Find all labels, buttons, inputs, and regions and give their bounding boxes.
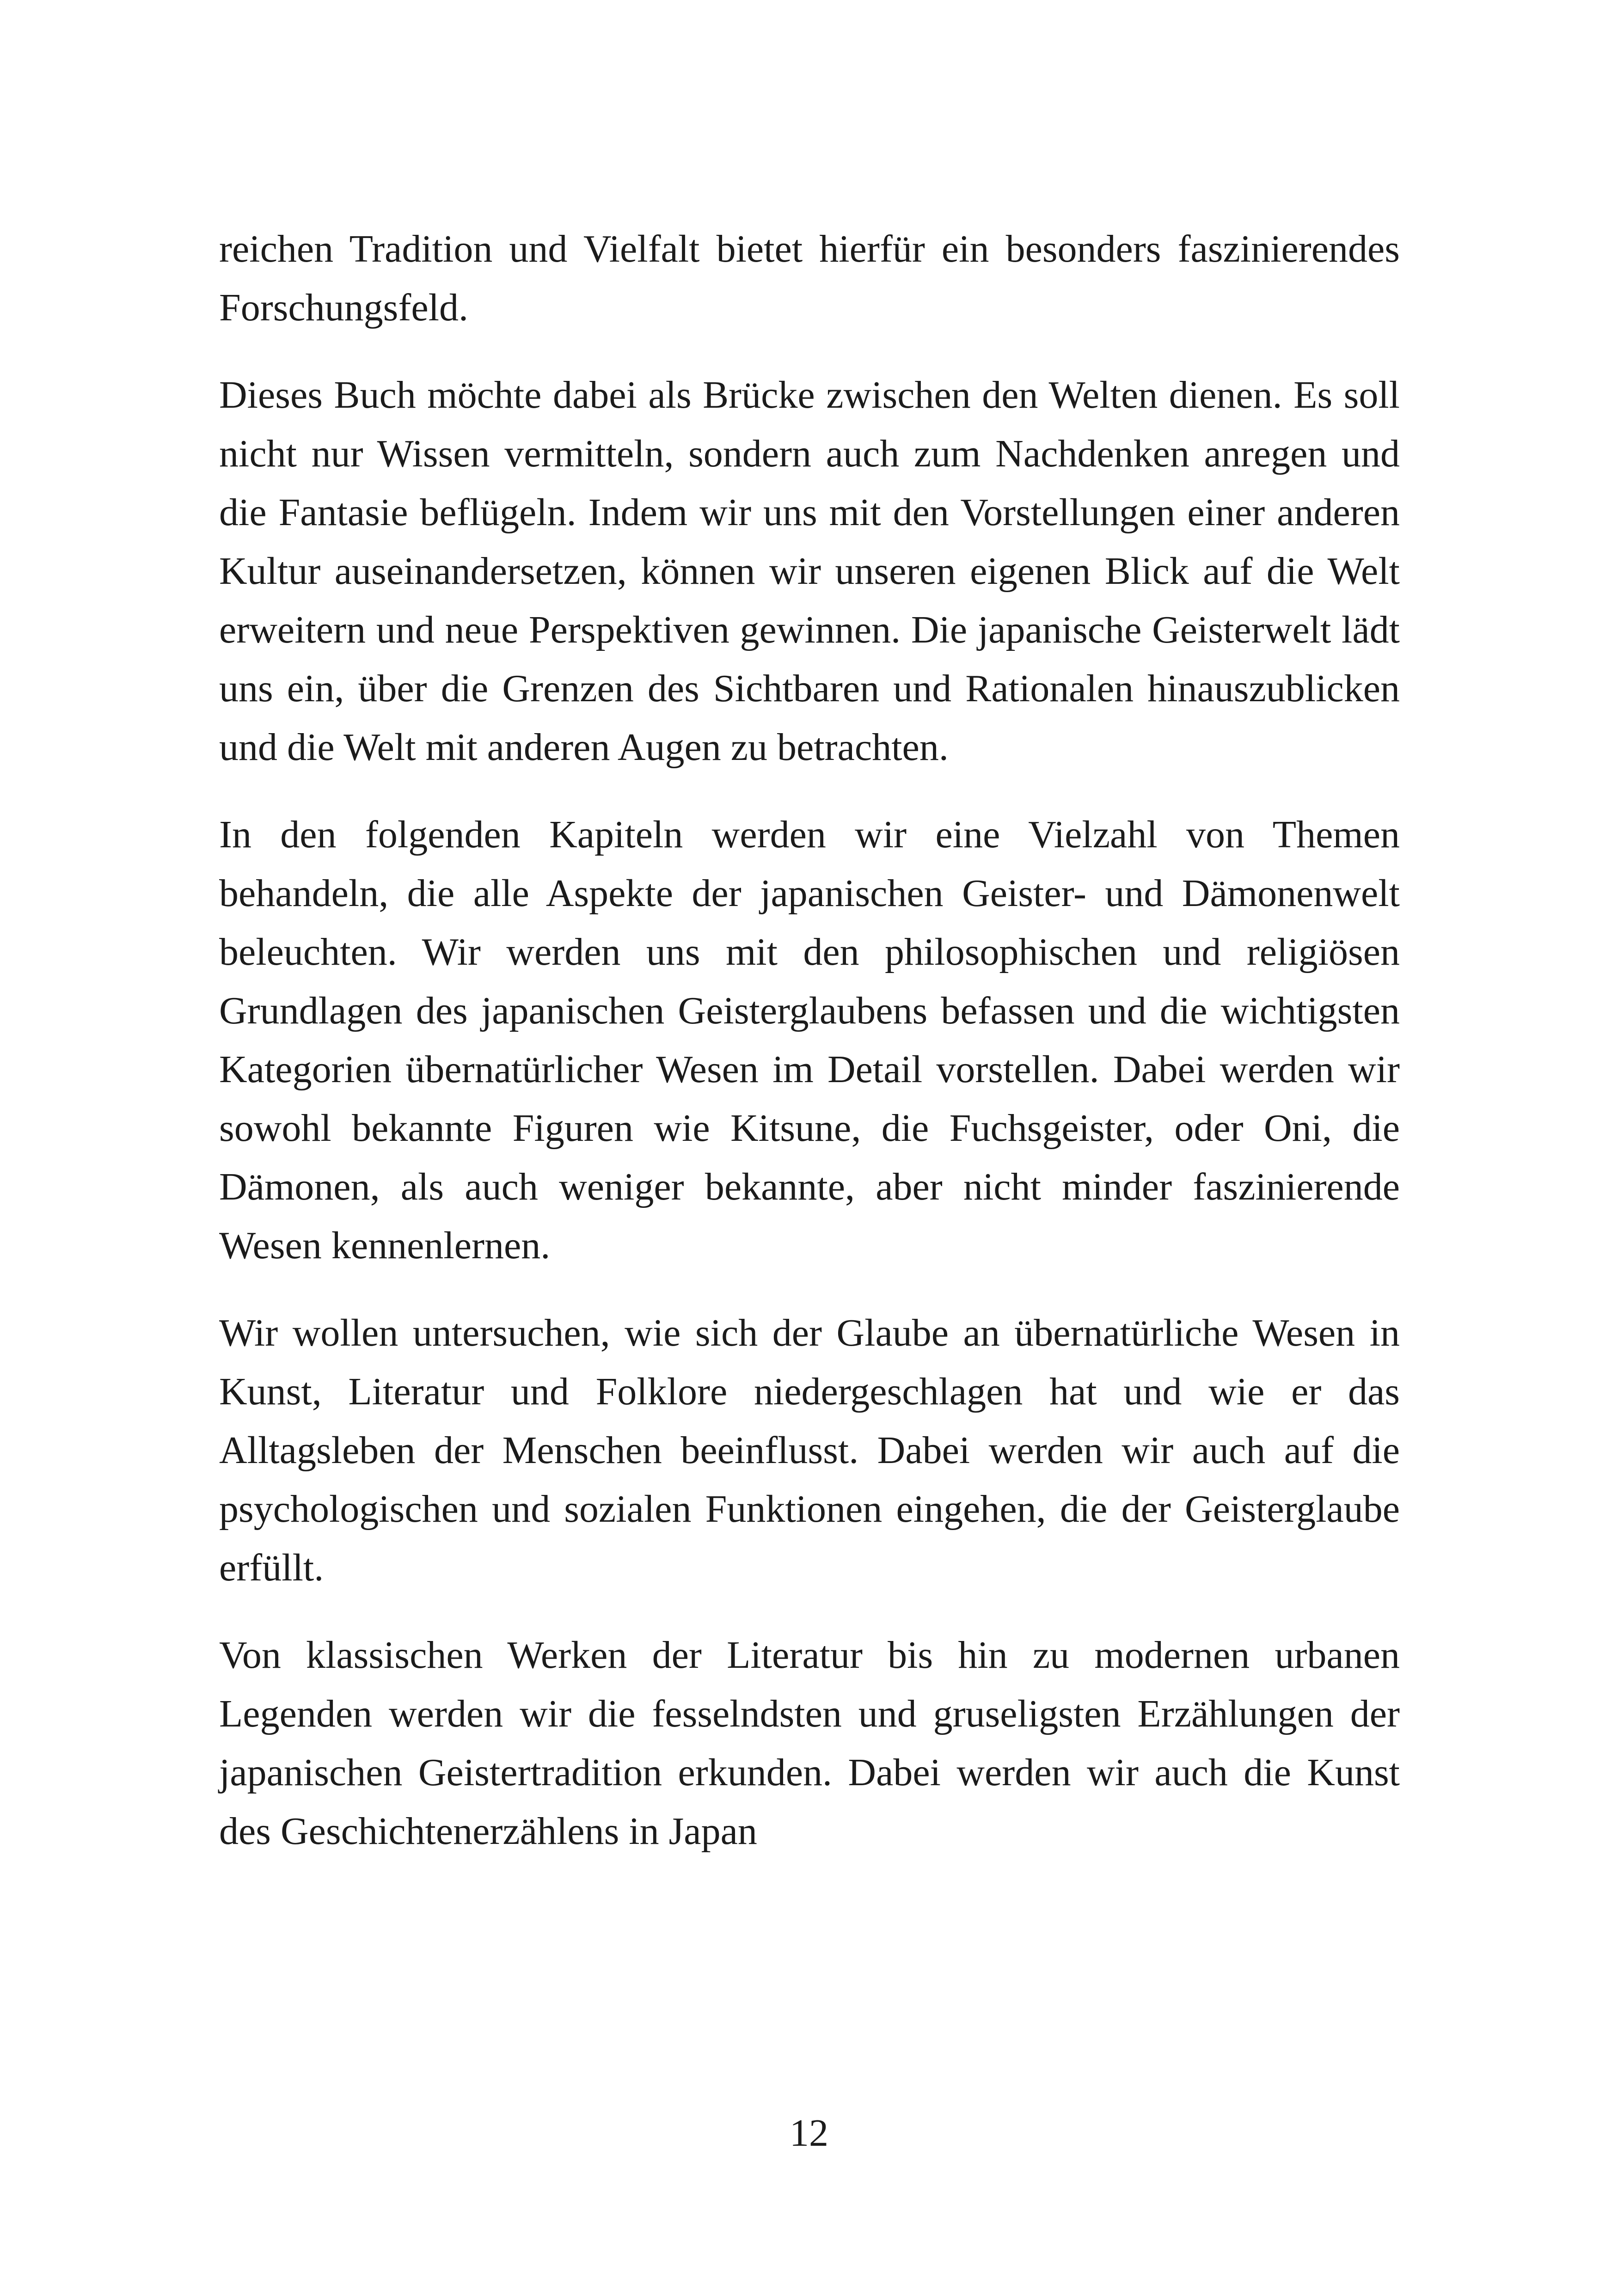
paragraph-4: Wir wollen untersuchen, wie sich der Glaube an übernatürliche Wesen in Kunst, Literatur und Folklore niedergeschlagen hat und wie er das Alltagsleben der Menschen beeinflusst. Dabei werden wir auch auf die psychologischen und sozialen Funktionen eingehen, die der Geisterglaube erfüllt. <box>219 1311 1400 1589</box>
paragraph-2: Dieses Buch möchte dabei als Brücke zwischen den Welten dienen. Es soll nicht nur Wissen vermitteln, sondern auch zum Nachdenken anregen und die Fantasie beflügeln. Indem wir uns mit den Vorstellungen einer anderen Kultur auseinandersetzen, können wir unseren eigenen Blick auf die Welt erweitern und neue Perspektiven gewinnen. Die japanische Geisterwelt lädt uns ein, über die Grenzen des Sichtbaren und Rationalen hinauszublicken und die Welt mit anderen Augen zu betrachten. <box>219 373 1400 769</box>
body-text <box>219 220 1400 1861</box>
paragraph-1: reichen Tradition und Vielfalt bietet hierfür ein besonders faszinierendes Forschungsfeld. <box>219 227 1400 329</box>
paragraph-3: In den folgenden Kapiteln werden wir eine Vielzahl von Themen behandeln, die alle Aspekte der japanischen Geister- und Dämonenwelt beleuchten. Wir werden uns mit den philosophischen und religiösen Grundlagen des japanischen Geisterglaubens befassen und die wichtigsten Kategorien übernatürlicher Wesen im Detail vorstellen. Dabei werden wir sowohl bekannte Figuren wie Kitsune, die Fuchsgeister, oder Oni, die Dämonen, als auch weniger bekannte, aber nicht minder faszinierende Wesen kennenlernen. <box>219 813 1400 1267</box>
page-number: 12 <box>790 2112 828 2155</box>
paragraph-5: Von klassischen Werken der Literatur bis hin zu modernen urbanen Legenden werden wir die fesselndsten und gruseligsten Erzählungen der japanischen Geistertradition erkunden. Dabei werden wir auch die Kunst des Geschichtenerzählens in Japan <box>219 1634 1400 1853</box>
